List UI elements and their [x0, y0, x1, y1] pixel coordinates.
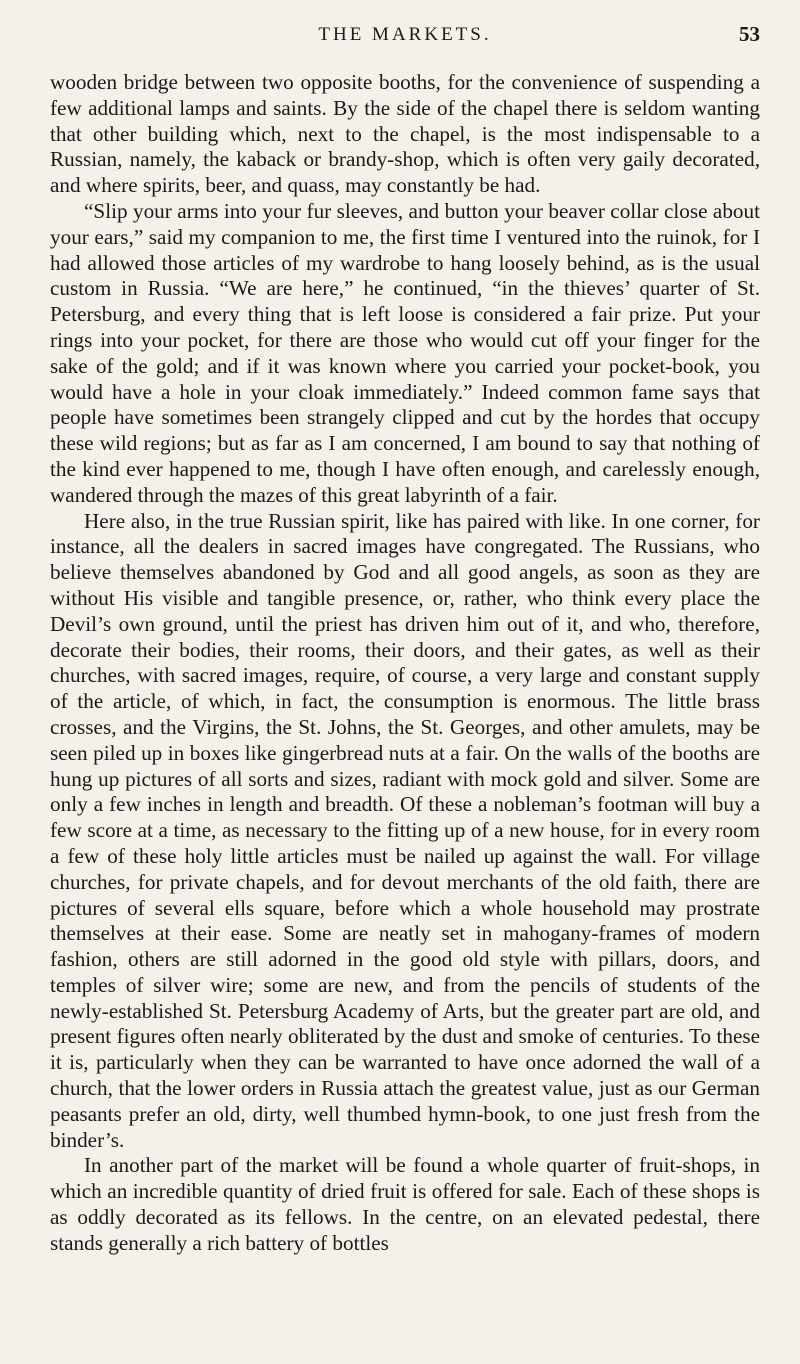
- page-number: 53: [739, 22, 760, 46]
- paragraph-fruit-shops: In another part of the market will be found a whole quarter of fruit-shops, in which an incredible quantity of dried fruit is offered for sale. Each of these shops is as oddly decorated as its fellows. In the centre, on an elevated pedestal, there stands generally a rich battery of bottles: [50, 1153, 760, 1255]
- running-title: THE MARKETS.: [318, 24, 492, 45]
- body-text: [50, 70, 760, 1257]
- paragraph-sacred-images: Here also, in the true Russian spirit, like has paired with like. In one corner, for instance, all the dealers in sacred images have congregated. The Russians, who believe themselves abandoned by God and all good angels, as soon as they are without His visible and tangible presence, or, rather, who think every place the Devil’s own ground, until the priest has driven him out of it, and who, therefore, decorate their bodies, their rooms, their doors, and their gates, as well as their churches, with sacred images, require, of course, a very large and constant supply of the article, of which, in fact, the consumption is enormous. The little brass crosses, and the Virgins, the St. Johns, the St. Georges, and other amulets, may be seen piled up in boxes like gingerbread nuts at a fair. On the walls of the booths are hung up pictures of all sorts and sizes, radiant with mock gold and silver. Some are only a few inches in length and breadth. Of these a nobleman’s footman will buy a few score at a time, as necessary to the fitting up of a new house, for in every room a few of these holy little articles must be nailed up against the wall. For village churches, for private chapels, and for devout merchants of the old faith, there are pictures of several ells square, before which a whole household may prostrate themselves at their ease. Some are neatly set in mahogany-frames of modern fashion, others are still adorned in the good old style with pillars, doors, and temples of silver wire; some are new, and from the pencils of students of the newly-established St. Petersburg Academy of Arts, but the greater part are old, and present figures often nearly obliterated by the dust and smoke of centuries. To these it is, particularly when they can be warranted to have once adorned the wall of a church, that the lower orders in Russia attach the greatest value, just as our German peasants prefer an old, dirty, well thumbed hymn-book, to one just fresh from the binder’s.: [50, 508, 760, 1152]
- running-head: [50, 0, 760, 70]
- paragraph-companion-warning: “Slip your arms into your fur sleeves, and button your beaver collar close about your ears,” said my companion to me, the first time I ventured into the ruinok, for I had allowed those articles of my wardrobe to hang loosely behind, as is the usual custom in Russia. “We are here,” he continued, “in the thieves’ quarter of St. Petersburg, and every thing that is left loose is considered a fair prize. Put your rings into your pocket, for there are those who would cut off your finger for the sake of the gold; and if it was known where you carried your pocket-book, you would have a hole in your cloak immediately.” Indeed common fame says that people have sometimes been strangely clipped and cut by the hordes that occupy these wild regions; but as far as I am concerned, I am bound to say that nothing of the kind ever happened to me, though I have often enough, and carelessly enough, wandered through the mazes of this great labyrinth of a fair.: [50, 198, 760, 507]
- paragraph-continued: wooden bridge between two opposite booths, for the convenience of suspending a few additional lamps and saints. By the side of the chapel there is seldom wanting that other building which, next to the chapel, is the most indispensable to a Russian, namely, the kaback or brandy-shop, which is often very gaily decorated, and where spirits, beer, and quass, may constantly be had.: [50, 70, 760, 198]
